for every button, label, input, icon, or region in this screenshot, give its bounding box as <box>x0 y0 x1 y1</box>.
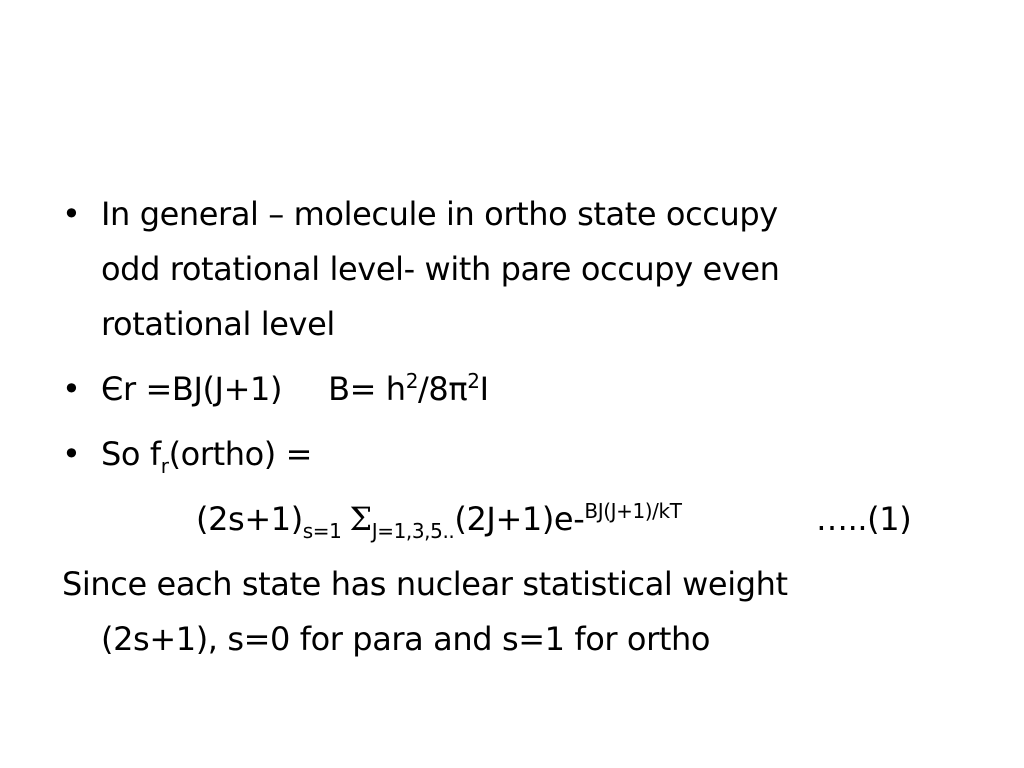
partition-formula <box>196 499 682 543</box>
formula-term: (2J+1)e- <box>454 500 585 538</box>
note-line2: (2s+1), s=0 for para and s=1 for ortho <box>101 620 711 658</box>
b-formula-prefix: B= h <box>328 370 406 408</box>
b-formula-sup1: 2 <box>405 369 419 393</box>
formula-sigma-sub: J=1,3,5.. <box>371 519 455 543</box>
sigma-symbol: Σ <box>349 500 372 538</box>
formula-factor: (2s+1) <box>196 500 303 538</box>
point2-line <box>101 369 489 413</box>
point3-sub: r <box>160 454 169 478</box>
bullet-marker: • <box>62 195 81 233</box>
rotational-energy-formula: Єr =BJ(J+1) <box>101 370 283 408</box>
formula-exponent: BJ(J+1)/kT <box>584 499 682 523</box>
b-formula-mid: /8π <box>418 370 468 408</box>
bullet-marker: • <box>62 435 81 473</box>
point3-line <box>101 434 312 478</box>
b-formula-suffix: I <box>479 370 489 408</box>
equation-number: …..(1) <box>816 500 912 538</box>
point1-line2: odd rotational level- with pare occupy even <box>101 250 780 288</box>
formula-factor-sub: s=1 <box>302 519 342 543</box>
point1-line1: In general – molecule in ortho state occupy <box>101 195 778 233</box>
point3-suffix: (ortho) = <box>168 435 313 473</box>
b-formula-sup2: 2 <box>467 369 480 393</box>
point1-line3: rotational level <box>101 305 335 343</box>
note-line1: Since each state has nuclear statistical weight <box>62 565 788 603</box>
bullet-marker: • <box>62 370 81 408</box>
point3-prefix: So f <box>101 435 161 473</box>
